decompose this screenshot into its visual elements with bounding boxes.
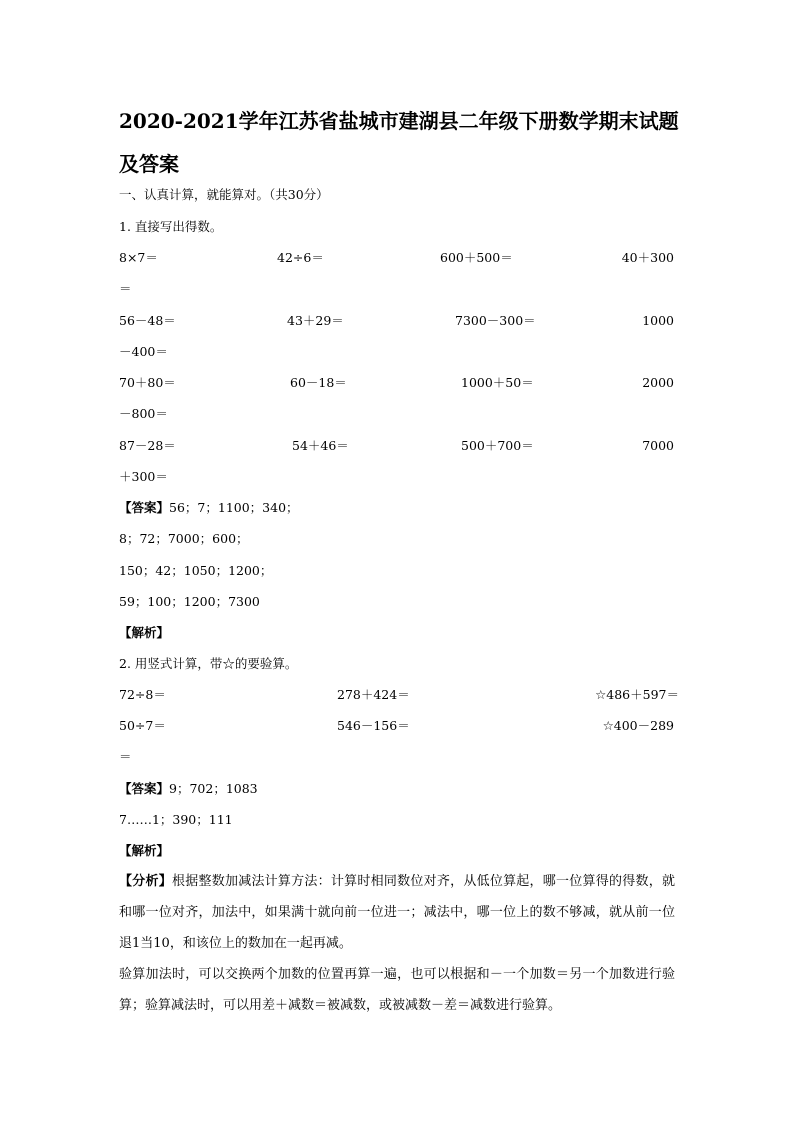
q1-answer-line-4: 59；100；1200；7300 (119, 594, 260, 609)
q1-r4-c3: 500＋700＝ (461, 438, 534, 453)
q2-r2-c2: 546－156＝ (337, 718, 410, 733)
q2-r2-c1: 50÷7＝ (119, 718, 166, 733)
q2-r2-c3: ☆400－289 (602, 718, 674, 733)
q1-r2-c3: 7300－300＝ (455, 313, 536, 328)
q2-r1-c1: 72÷8＝ (119, 687, 166, 702)
q1-r1-wrap: ＝ (119, 281, 132, 296)
q1-r3-c2: 60－18＝ (290, 375, 347, 390)
q2-r2-wrap: ＝ (119, 749, 132, 764)
q1-r1-c4: 40＋300 (621, 250, 674, 265)
q1-r4-c1: 87－28＝ (119, 438, 176, 453)
q1-r4-wrap: ＋300＝ (119, 469, 168, 484)
q1-analysis-tag: 【解析】 (119, 625, 170, 640)
q1-r2-c2: 43＋29＝ (287, 313, 344, 328)
q2-analysis-body (119, 866, 675, 1021)
question-2-stem: 2. 用竖式计算，带☆的要验算。 (119, 656, 298, 671)
page-title: 2020-2021学年江苏省盐城市建湖县二年级下册数学期末试题及答案 (119, 109, 679, 176)
q1-answer-line-2: 8；72；7000；600； (119, 531, 249, 546)
answer-text: 9；702；1083 (169, 781, 258, 796)
analysis-paragraph-1 (119, 866, 675, 959)
question-1-stem: 1. 直接写出得数。 (119, 219, 223, 234)
q1-r3-c3: 1000＋50＝ (461, 375, 534, 390)
q1-r2-c4: 1000 (642, 313, 674, 328)
q1-answer-line-1 (119, 499, 299, 517)
q1-r2-c1: 56－48＝ (119, 313, 176, 328)
section-heading: 一、认真计算，就能算对。（共30分） (119, 187, 329, 202)
q1-r3-c1: 70＋80＝ (119, 375, 176, 390)
answer-text: 56；7；1100；340； (169, 500, 299, 515)
q1-r2-wrap: －400＝ (119, 344, 168, 359)
answer-tag: 【答案】 (119, 500, 170, 515)
q2-r1-c2: 278＋424＝ (337, 687, 410, 702)
analysis-head: 【分析】 (119, 874, 172, 889)
q2-answer-line-1 (119, 780, 258, 798)
q1-answer-line-3: 150；42；1050；1200； (119, 563, 273, 578)
q1-r1-c3: 600＋500＝ (440, 250, 513, 265)
q2-answer-line-2: 7……1；390；111 (119, 812, 233, 827)
q1-r4-c4: 7000 (642, 438, 674, 453)
q1-r1-c1: 8×7＝ (119, 250, 158, 265)
q1-r3-c4: 2000 (642, 375, 674, 390)
q2-analysis-tag: 【解析】 (119, 843, 170, 858)
answer-tag: 【答案】 (119, 781, 170, 796)
q1-r4-c2: 54＋46＝ (292, 438, 349, 453)
q1-r1-c2: 42÷6＝ (277, 250, 324, 265)
analysis-text-1: 根据整数加减法计算方法：计算时相同数位对齐，从低位算起，哪一位算得的得数，就和哪一位对齐，加法中，如果满十就向前一位进一；减法中，哪一位上的数不够减，就从前一位退1当10，和该位上的数加在一起再减。 (119, 874, 675, 951)
analysis-paragraph-2: 验算加法时，可以交换两个加数的位置再算一遍，也可以根据和－一个加数＝另一个加数进行验算；验算减法时，可以用差＋减数＝被减数，或被减数－差＝减数进行验算。 (119, 967, 675, 1013)
q1-r3-wrap: －800＝ (119, 406, 168, 421)
q2-r1-c3: ☆486＋597＝ (595, 687, 679, 702)
